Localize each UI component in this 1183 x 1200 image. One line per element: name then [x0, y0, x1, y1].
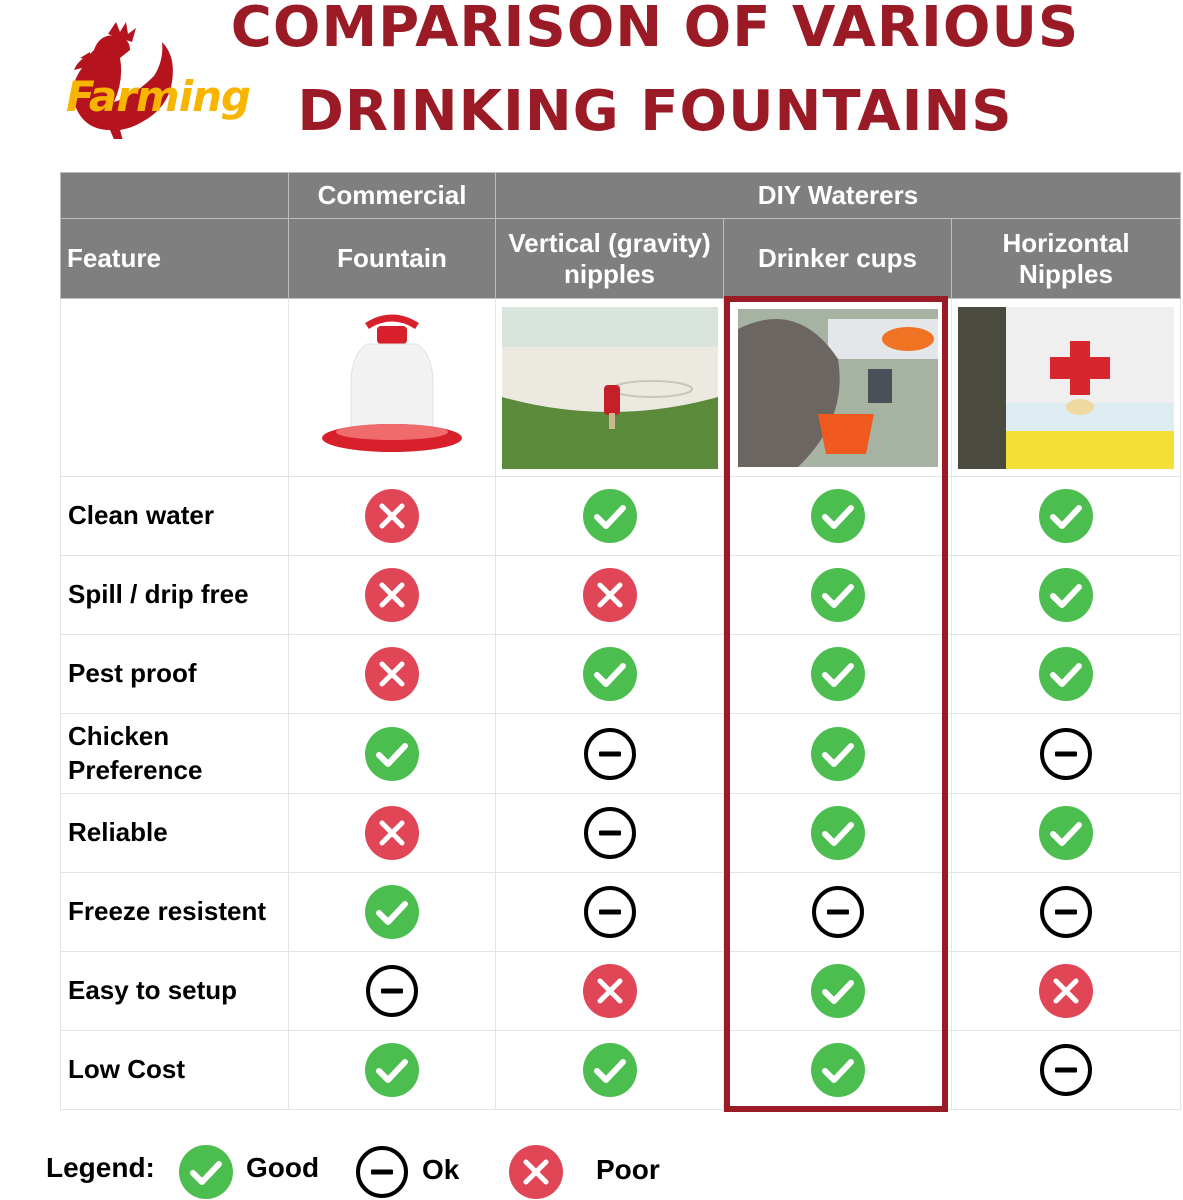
page-title-line-2: DRINKING FOUNTAINS: [297, 79, 1013, 144]
rating-cell-fountain: [289, 477, 496, 556]
rating-cell-fountain: [289, 635, 496, 714]
ok-icon: [364, 963, 420, 1019]
rating-cell-horizontal-nipples: [952, 1031, 1181, 1110]
ok-icon: [582, 805, 638, 861]
vertical-nipple-photo-cell: [496, 299, 724, 477]
column-header-cups: Drinker cups: [724, 219, 952, 299]
poor-icon: [364, 567, 420, 623]
rating-cell-vertical-nipples: [496, 714, 724, 794]
column-header-horizontal: Horizontal Nipples: [952, 219, 1181, 299]
farming-logo: [28, 14, 251, 139]
feature-label: Chicken Preference: [61, 714, 289, 794]
photo-row: [61, 299, 1181, 477]
rating-cell-vertical-nipples: [496, 635, 724, 714]
group-header-diy: DIY Waterers: [496, 173, 1181, 219]
ok-icon: [1038, 726, 1094, 782]
rating-cell-fountain: [289, 873, 496, 952]
good-icon: [1038, 805, 1094, 861]
legend-good-label: Good: [246, 1152, 320, 1183]
rating-cell-vertical-nipples: [496, 477, 724, 556]
legend-label: Legend:: [46, 1152, 155, 1183]
rating-cell-horizontal-nipples: [952, 794, 1181, 873]
feature-label: Clean water: [61, 477, 289, 556]
poor-icon: [582, 963, 638, 1019]
table-row: [61, 635, 1181, 714]
table-row: [61, 952, 1181, 1031]
poor-icon: [1038, 963, 1094, 1019]
rating-cell-horizontal-nipples: [952, 873, 1181, 952]
recommended-highlight-frame: [724, 296, 948, 1112]
good-icon: [1038, 646, 1094, 702]
rating-cell-vertical-nipples: [496, 873, 724, 952]
rating-cell-fountain: [289, 794, 496, 873]
ok-icon: [582, 884, 638, 940]
photo-row-blank: [61, 299, 289, 477]
rating-cell-vertical-nipples: [496, 952, 724, 1031]
comparison-table: [60, 172, 1181, 1110]
column-header-feature: Feature: [61, 219, 289, 299]
good-icon: [582, 488, 638, 544]
rating-cell-horizontal-nipples: [952, 556, 1181, 635]
ok-icon: [582, 726, 638, 782]
rating-cell-horizontal-nipples: [952, 952, 1181, 1031]
header-blank: [61, 173, 289, 219]
ok-icon: [1038, 1042, 1094, 1098]
good-icon: [364, 726, 420, 782]
rating-cell-horizontal-nipples: [952, 635, 1181, 714]
horizontal-nipple-image: [958, 307, 1174, 469]
poor-icon: [582, 567, 638, 623]
feature-label: Easy to setup: [61, 952, 289, 1031]
rating-cell-fountain: [289, 952, 496, 1031]
poor-icon: [364, 488, 420, 544]
ok-icon: [354, 1144, 410, 1200]
poor-icon: [364, 805, 420, 861]
rating-cell-horizontal-nipples: [952, 714, 1181, 794]
vertical-nipple-image: [502, 307, 718, 469]
page-title-line-1: COMPARISON OF VARIOUS: [230, 0, 1080, 60]
rating-cell-vertical-nipples: [496, 794, 724, 873]
good-icon: [582, 646, 638, 702]
column-header-fountain: Fountain: [289, 219, 496, 299]
rating-cell-fountain: [289, 714, 496, 794]
table-row: [61, 873, 1181, 952]
fountain-photo-cell: [289, 299, 496, 477]
rating-cell-fountain: [289, 556, 496, 635]
table-row: [61, 714, 1181, 794]
ok-icon: [1038, 884, 1094, 940]
feature-label: Spill / drip free: [61, 556, 289, 635]
rating-cell-vertical-nipples: [496, 1031, 724, 1110]
rating-cell-horizontal-nipples: [952, 477, 1181, 556]
feature-label: Low Cost: [61, 1031, 289, 1110]
good-icon: [1038, 567, 1094, 623]
rating-cell-fountain: [289, 1031, 496, 1110]
fountain-image: [317, 308, 467, 468]
good-icon: [364, 884, 420, 940]
rating-cell-vertical-nipples: [496, 556, 724, 635]
good-icon: [1038, 488, 1094, 544]
good-icon: [364, 1042, 420, 1098]
good-icon: [582, 1042, 638, 1098]
feature-label: Reliable: [61, 794, 289, 873]
table-row: [61, 477, 1181, 556]
poor-icon: [508, 1144, 564, 1200]
feature-label: Pest proof: [61, 635, 289, 714]
legend-ok-label: Ok: [422, 1154, 460, 1185]
column-header-vertical: Vertical (gravity) nipples: [496, 219, 724, 299]
good-icon: [178, 1144, 234, 1200]
poor-icon: [364, 646, 420, 702]
feature-label: Freeze resistent: [61, 873, 289, 952]
table-row: [61, 556, 1181, 635]
legend-poor-label: Poor: [596, 1154, 660, 1185]
table-row: [61, 1031, 1181, 1110]
horizontal-nipple-photo-cell: [952, 299, 1181, 477]
logo-text: Farming: [66, 72, 251, 121]
table-row: [61, 794, 1181, 873]
legend: [46, 1140, 746, 1200]
group-header-commercial: Commercial: [289, 173, 496, 219]
